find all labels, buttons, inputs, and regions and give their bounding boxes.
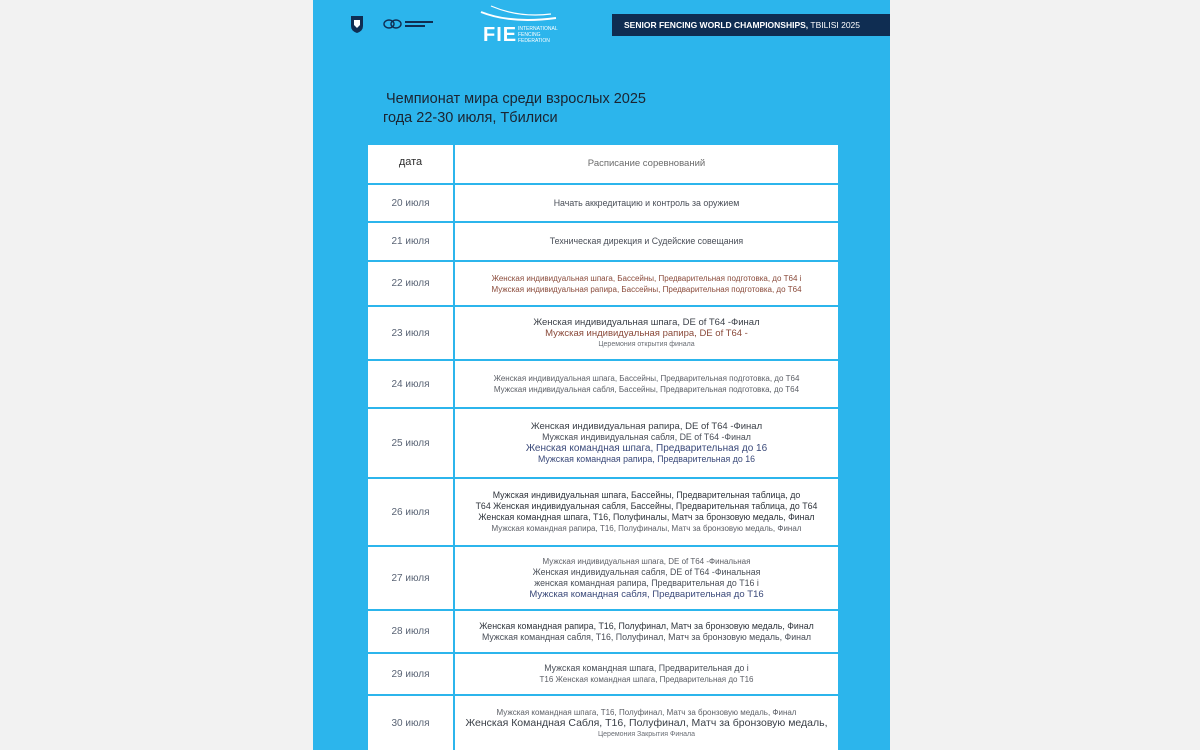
row-date: 23 июля [368,307,453,359]
row-date: 25 июля [368,409,453,477]
event-line: Женская индивидуальная сабля, DE of T64 -Финальная [532,567,761,577]
row-events [455,654,838,694]
partner-logo-icon [383,18,435,30]
event-line: Церемония открытия финала [598,340,695,348]
row-events [455,307,838,359]
row-events [455,409,838,477]
banner-rest-text: TBILISI 2025 [808,20,861,30]
event-line: Мужская командная шпага, T16, Полуфинал, Матч за бронзовую медаль, Финал [496,707,797,717]
event-line: Женская индивидуальная шпага, Бассейны, Предварительная подготовка, до T64 [493,374,800,383]
event-line: Женская Командная Сабля, T16, Полуфинал, Матч за бронзовую медаль, [465,716,828,729]
table-row [368,262,838,305]
event-line: T64 Женская индивидуальная сабля, Бассейны, Предварительная таблица, до T64 [475,501,818,511]
row-date: 21 июля [368,223,453,260]
schedule-poster [313,0,890,750]
table-row [368,547,838,609]
table-row [368,361,838,407]
title-line-2: года 22-30 июля, Тбилиси [383,110,558,126]
event-line: Женская индивидуальная шпага, Бассейны, Предварительная подготовка, до T64 i [491,273,802,283]
table-header-row [368,145,838,183]
title-line-1: Чемпионат мира среди взрослых 2025 [386,91,646,107]
event-line: Мужская командная шпага, Предварительная до i [544,663,749,673]
header-date: дата [368,145,453,183]
banner-bold-text: SENIOR FENCING WORLD CHAMPIONSHIPS, [624,20,809,30]
event-line: Женская индивидуальная рапира, DE of T64 -Финал [530,421,763,432]
row-date: 27 июля [368,547,453,609]
event-line: Мужская командная рапира, Предварительная до 16 [538,454,755,464]
event-line: Мужская индивидуальная сабля, Бассейны, Предварительная подготовка, до T64 [493,385,800,394]
table-row [368,479,838,545]
header-schedule: Расписание соревнований [455,145,838,183]
row-date: 22 июля [368,262,453,305]
fie-logo [471,4,571,50]
table-row [368,611,838,652]
row-events [455,223,838,260]
event-line: T16 Женская командная шпага, Предварительная до T16 [539,675,754,684]
table-row [368,409,838,477]
event-line: Церемония Закрытия Финала [597,730,695,738]
table-row [368,223,838,260]
event-line: Мужская командная сабля, Предварительная до T16 [529,589,764,600]
event-line: Мужская командная рапира, T16, Полуфиналы, Матч за бронзовую медаль, Финал [491,524,802,533]
row-events [455,185,838,221]
event-line: Женская командная рапира, T16, Полуфинал, Матч за бронзовую медаль, Финал [479,620,814,631]
row-date: 20 июля [368,185,453,221]
table-row [368,696,838,750]
row-events [455,361,838,407]
event-line: Мужская командная сабля, T16, Полуфинал, Матч за бронзовую медаль, Финал [481,631,812,642]
row-date: 24 июля [368,361,453,407]
row-date: 30 июля [368,696,453,750]
row-events [455,611,838,652]
event-line: женская командная рапира, Предварительная до T16 i [534,578,759,588]
event-line: Женская командная шпага, Предварительная до 16 [525,443,768,454]
row-events [455,262,838,305]
row-date: 26 июля [368,479,453,545]
row-date: 29 июля [368,654,453,694]
row-events [455,696,838,750]
fie-logo-text: FIE [483,24,518,46]
table-row [368,654,838,694]
event-line: Начать аккредитацию и контроль за оружием [553,197,740,208]
event-line: Женская индивидуальная шпага, DE of T64 -Финал [533,316,760,328]
federation-emblem-icon [350,14,364,34]
event-line: Мужская индивидуальная сабля, DE of T64 -Финал [542,432,751,442]
event-line: Мужская индивидуальная рапира, DE of T64 - [545,327,748,339]
row-events [455,479,838,545]
row-events [455,547,838,609]
event-line: Техническая дирекция и Судейские совещания [549,236,744,246]
page-title [383,90,646,128]
event-line: Мужская индивидуальная рапира, Бассейны, Предварительная подготовка, до T64 [491,284,802,294]
fie-logo-subtitle: INTERNATIONAL FENCING FEDERATION [518,26,558,44]
event-line: Мужская индивидуальная шпага, Бассейны, Предварительная таблица, до [492,490,801,500]
event-line: Женская командная шпага, T16, Полуфиналы, Матч за бронзовую медаль, Финал [478,512,815,522]
table-row [368,185,838,221]
championship-banner [612,14,890,36]
event-line: Мужская индивидуальная шпага, DE of T64 -Финальная [542,557,751,566]
row-date: 28 июля [368,611,453,652]
table-row [368,307,838,359]
